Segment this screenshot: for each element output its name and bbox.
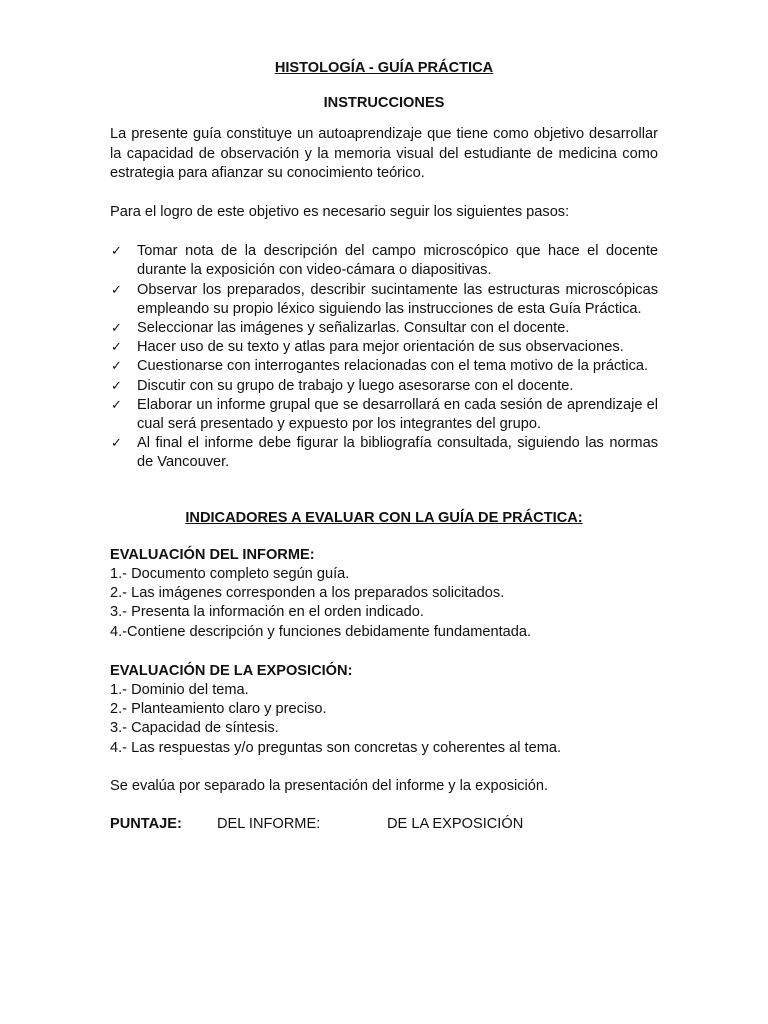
step-text: Cuestionarse con interrogantes relacionadas con el tema motivo de la práctica. xyxy=(137,358,649,375)
list-item xyxy=(110,434,658,472)
document-title: HISTOLOGÍA - GUÍA PRÁCTICA xyxy=(274,60,494,76)
intro-paragraph: La presente guía constituye un autoaprendizaje que tiene como objetivo desarrollar la capacidad de observación y la memoria visual del estudiante de medicina como estrategia para afianzar su conocimiento teórico. xyxy=(110,126,658,181)
score-exposition-label: DE LA EXPOSICIÓN xyxy=(387,816,524,833)
list-item: 4.- Las respuestas y/o preguntas son concretas y coherentes al tema. xyxy=(110,739,562,756)
checkmark-icon: ✓ xyxy=(111,244,122,260)
exposition-eval-list xyxy=(110,681,658,758)
list-item xyxy=(110,338,658,357)
step-text: Seleccionar las imágenes y señalizarlas. Consultar con el docente. xyxy=(137,320,570,337)
document-page xyxy=(110,59,658,835)
steps-intro: Para el logro de este objetivo es necesario seguir los siguientes pasos: xyxy=(110,204,570,221)
step-text: Elaborar un informe grupal que se desarrollará en cada sesión de aprendizaje el cual será presentado y expuesto por los integrantes del grupo. xyxy=(137,396,658,433)
list-item xyxy=(110,281,658,319)
score-report-label: DEL INFORME: xyxy=(217,816,321,833)
score-row xyxy=(110,815,658,835)
list-item: 1.- Documento completo según guía. xyxy=(110,566,350,583)
list-item: 4.-Contiene descripción y funciones debidamente fundamentada. xyxy=(110,623,532,640)
checkmark-icon: ✓ xyxy=(111,321,122,337)
separate-evaluation-note: Se evalúa por separado la presentación del informe y la exposición. xyxy=(110,777,549,794)
list-item xyxy=(110,357,658,376)
list-item xyxy=(110,319,658,338)
list-item: 1.- Dominio del tema. xyxy=(110,682,249,699)
step-text: Observar los preparados, describir sucintamente las estructuras microscópicas empleando su propio léxico siguiendo las instrucciones de esta Guía Práctica. xyxy=(137,281,658,317)
list-item: 2.- Las imágenes corresponden a los preparados solicitados. xyxy=(110,585,505,602)
step-text: Tomar nota de la descripción del campo microscópico que hace el docente durante la exposición con video-cámara o diapositivas. xyxy=(137,243,658,279)
checkmark-icon: ✓ xyxy=(111,340,122,356)
list-item xyxy=(110,396,658,434)
score-label: PUNTAJE: xyxy=(110,816,182,833)
list-item: 2.- Planteamiento claro y preciso. xyxy=(110,701,327,718)
list-item: 3.- Presenta la información en el orden indicado. xyxy=(110,604,424,621)
exposition-eval-heading: EVALUACIÓN DE LA EXPOSICIÓN: xyxy=(110,662,353,679)
checkmark-icon: ✓ xyxy=(111,359,122,375)
list-item xyxy=(110,377,658,396)
step-text: Hacer uso de su texto y atlas para mejor orientación de sus observaciones. xyxy=(137,339,624,356)
instructions-heading: INSTRUCCIONES xyxy=(323,95,445,112)
list-item: 3.- Capacidad de síntesis. xyxy=(110,720,279,737)
checkmark-icon: ✓ xyxy=(111,436,122,452)
step-text: Al final el informe debe figurar la bibliografía consultada, siguiendo las normas de Vancouver. xyxy=(137,435,658,471)
report-eval-list xyxy=(110,565,658,642)
list-item xyxy=(110,242,658,280)
steps-list xyxy=(110,242,658,472)
indicators-heading: INDICADORES A EVALUAR CON LA GUÍA DE PRÁCTICA: xyxy=(185,509,583,526)
checkmark-icon: ✓ xyxy=(111,378,122,394)
checkmark-icon: ✓ xyxy=(111,282,122,298)
checkmark-icon: ✓ xyxy=(111,397,122,413)
step-text: Discutir con su grupo de trabajo y luego asesorarse con el docente. xyxy=(137,377,574,394)
report-eval-heading: EVALUACIÓN DEL INFORME: xyxy=(110,546,315,563)
